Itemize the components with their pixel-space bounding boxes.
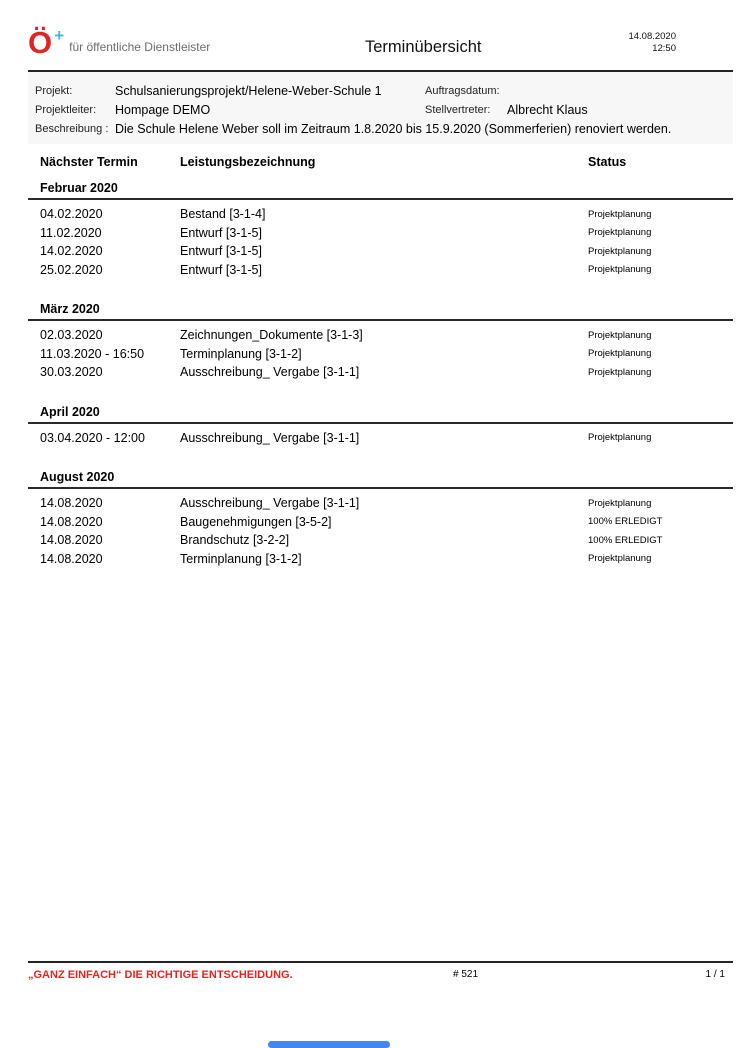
stellvertreter-label: Stellvertreter: — [425, 103, 491, 116]
logo-o-glyph: Ö — [28, 25, 52, 60]
row-date: 14.08.2020 — [40, 551, 103, 566]
row-date: 04.02.2020 — [40, 207, 103, 222]
section-rows — [28, 326, 733, 382]
month-section — [28, 470, 733, 568]
month-section — [28, 405, 733, 448]
table-row — [28, 550, 733, 569]
report-header — [28, 26, 733, 70]
row-date: 14.08.2020 — [40, 514, 103, 529]
table-row — [28, 345, 733, 364]
row-status: Projektplanung — [588, 264, 652, 276]
row-status: Projektplanung — [588, 348, 652, 360]
row-status: Projektplanung — [588, 227, 652, 239]
horizontal-scrollbar-thumb[interactable] — [268, 1041, 390, 1048]
month-divider — [28, 319, 733, 321]
beschreibung-value: Die Schule Helene Weber soll im Zeitraum 1.8.2020 bis 15.9.2020 (Sommerferien) renoviert werden. — [115, 121, 672, 136]
row-date: 30.03.2020 — [40, 365, 103, 380]
month-divider — [28, 198, 733, 200]
section-rows — [28, 205, 733, 279]
month-divider — [28, 422, 733, 424]
row-service: Ausschreibung_ Vergabe [3-1-1] — [180, 365, 360, 380]
table-row — [28, 326, 733, 345]
row-service: Ausschreibung_ Vergabe [3-1-1] — [180, 496, 360, 511]
row-status: Projektplanung — [588, 208, 652, 220]
row-date: 14.08.2020 — [40, 533, 103, 548]
print-time: 12:50 — [652, 43, 676, 54]
projektleiter-value: Hompage DEMO — [115, 102, 211, 117]
table-row — [28, 494, 733, 513]
row-date: 14.08.2020 — [40, 496, 103, 511]
page-indicator: 1 / 1 — [705, 969, 725, 980]
table-row — [28, 205, 733, 224]
logo-o-icon — [28, 25, 65, 60]
column-header-status: Status — [588, 154, 627, 169]
stellvertreter-value: Albrecht Klaus — [507, 102, 588, 117]
table-row — [28, 242, 733, 261]
row-service: Brandschutz [3-2-2] — [180, 533, 290, 548]
month-heading: April 2020 — [40, 404, 100, 419]
month-heading: August 2020 — [40, 470, 115, 484]
project-label: Projekt: — [35, 84, 73, 97]
table-row — [28, 224, 733, 243]
schedule-sections — [28, 181, 733, 568]
month-heading: Februar 2020 — [40, 181, 118, 195]
row-service: Entwurf [3-1-5] — [180, 225, 262, 240]
row-status: Projektplanung — [588, 432, 652, 444]
row-date: 14.02.2020 — [40, 244, 103, 259]
row-service: Ausschreibung_ Vergabe [3-1-1] — [180, 430, 360, 445]
print-date: 14.08.2020 — [628, 31, 676, 42]
page-title: Terminübersicht — [365, 38, 482, 56]
table-row — [28, 513, 733, 532]
logo-tagline: für öffentliche Dienstleister — [69, 40, 211, 54]
month-divider — [28, 487, 733, 489]
month-section — [28, 302, 733, 382]
projektleiter-label: Projektleiter: — [35, 103, 97, 116]
row-status: Projektplanung — [588, 366, 652, 378]
section-rows — [28, 429, 733, 448]
row-date: 02.03.2020 — [40, 328, 103, 343]
row-status: 100% ERLEDIGT — [588, 534, 663, 546]
project-info — [28, 72, 733, 144]
row-service: Entwurf [3-1-5] — [180, 244, 262, 259]
column-header-termin: Nächster Termin — [40, 154, 138, 169]
column-header-leistung: Leistungsbezeichnung — [180, 154, 316, 169]
row-service: Entwurf [3-1-5] — [180, 262, 262, 277]
row-status: Projektplanung — [588, 497, 652, 509]
auftragsdatum-label: Auftragsdatum: — [425, 84, 500, 97]
logo-plus-icon: + — [54, 26, 65, 45]
report-footer — [28, 961, 733, 981]
table-row — [28, 429, 733, 448]
project-info-row — [35, 100, 733, 119]
table-row — [28, 261, 733, 280]
project-value: Schulsanierungsprojekt/Helene-Weber-Schule 1 — [115, 83, 382, 98]
project-info-row — [35, 81, 733, 100]
row-date: 25.02.2020 — [40, 262, 103, 277]
row-status: Projektplanung — [588, 553, 652, 565]
footer-slogan: „GANZ EINFACH“ DIE RICHTIGE ENTSCHEIDUNG. — [28, 969, 293, 981]
row-date: 11.02.2020 — [40, 225, 102, 240]
table-header-row — [28, 153, 733, 170]
row-service: Zeichnungen_Dokumente [3-1-3] — [180, 328, 363, 343]
table-row — [28, 363, 733, 382]
row-service: Baugenehmigungen [3-5-2] — [180, 514, 332, 529]
month-section — [28, 181, 733, 279]
table-row — [28, 531, 733, 550]
row-status: 100% ERLEDIGT — [588, 516, 663, 528]
beschreibung-label: Beschreibung : — [35, 122, 109, 135]
row-service: Terminplanung [3-1-2] — [180, 551, 302, 566]
row-status: Projektplanung — [588, 245, 652, 257]
row-service: Bestand [3-1-4] — [180, 207, 266, 222]
row-date: 11.03.2020 - 16:50 — [40, 346, 145, 361]
month-heading: März 2020 — [40, 302, 100, 316]
project-info-row — [35, 119, 733, 138]
row-date: 03.04.2020 - 12:00 — [40, 430, 145, 445]
section-rows — [28, 494, 733, 568]
print-datetime — [628, 31, 676, 55]
document-number: # 521 — [452, 969, 479, 980]
row-service: Terminplanung [3-1-2] — [180, 346, 302, 361]
row-status: Projektplanung — [588, 329, 652, 341]
